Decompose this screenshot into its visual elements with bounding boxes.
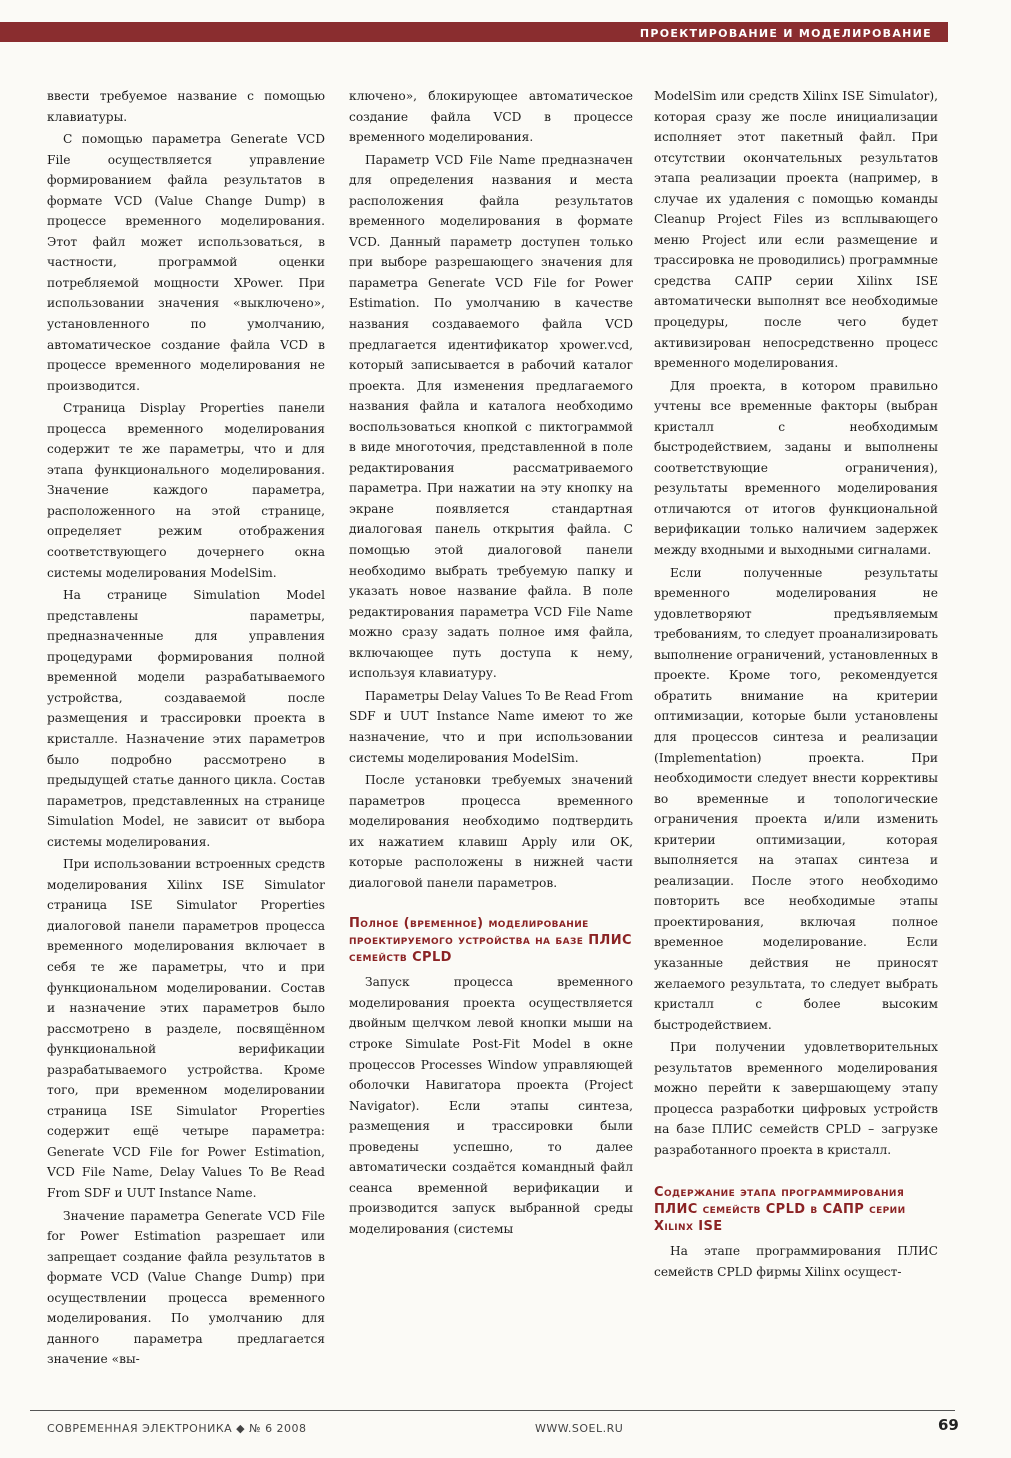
paragraph: Страница Display Properties панели процесса временного моделирования содержит те же параметры, что и для этапа функционального моделирования. Значение каждого параметра, расположенного на этой странице, определяет режим отображения соответствующего дочернего окна системы моделирования ModelSim. xyxy=(47,401,325,580)
paragraph: Параметры Delay Values To Be Read From SDF и UUT Instance Name имеют то же назначение, что и при использовании системы моделирования ModelSim. xyxy=(349,688,633,765)
paragraph: Если полученные результаты временного моделирования не удовлетворяют предъявляемым требованиям, то следует проанализировать выполнение ограничений, установленных в проекте. Кроме того, рекомендуется обратить внимание на критерии оптимизации, которые были установлены для процессов синтеза и реализации (Implementation) проекта. При необходимости следует внести коррективы во временные и топологические ограничения проекта и/или изменить критерии оптимизации, которая выполняется на этапах синтеза и реализации. После этого необходимо повторить все необходимые этапы проектирования, включая полное временное моделирование. Если указанные действия не приносят желаемого результата, то следует выбрать кристалл с более высоким быстродействием. xyxy=(654,565,938,1032)
article-column-3 xyxy=(654,86,938,1283)
section-header-bar xyxy=(0,22,948,42)
paragraph: На странице Simulation Model представлены параметры, предназначенные для управления процедурами формирования полной временной модели разрабатываемого устройства, создаваемой после размещения и трассировки проекта в кристалле. Назначение этих параметров было подробно рассмотрено в предыдущей статье данного цикла. Состав параметров, представленных на странице Simulation Model, не зависит от выбора системы моделирования. xyxy=(47,588,325,849)
paragraph: Параметр VCD File Name предназначен для определения названия и места расположения файла результатов временного моделирования в формате VCD. Данный параметр доступен только при выборе разрешающего значения для параметра Generate VCD File for Power Estimation. По умолчанию в качестве названия создаваемого файла VCD предлагается идентификатор xpower.vcd, который записывается в рабочий каталог проекта. Для изменения предлагаемого названия файла и каталога необходимо воспользоваться кнопкой с пиктограммой в виде многоточия, представленной в поле редактирования рассматриваемого параметра. При нажатии на эту кнопку на экране появляется стандартная диалоговая панель открытия файла. С помощью этой диалоговой панели необходимо выбрать требуемую папку и указать новое название файла. В поле редактирования параметра VCD File Name можно сразу задать полное имя файла, включающее путь доступа к нему, используя клавиатуру. xyxy=(349,152,633,681)
footer-website: WWW.SOEL.RU xyxy=(535,1422,624,1435)
paragraph: Для проекта, в котором правильно учтены все временные факторы (выбран кристалл с необходимым быстродействием, заданы и выполнены соответствующие ограничения), результаты временного моделирования отличаются от итогов функциональной верификации только наличием задержек между входными и выходными сигналами. xyxy=(654,378,938,558)
footer-journal-name: СОВРЕМЕННАЯ ЭЛЕКТРОНИКА ◆ № 6 2008 xyxy=(47,1422,307,1435)
page-number: 69 xyxy=(938,1416,959,1434)
paragraph: При получении удовлетворительных результатов временного моделирования можно перейти к завершающему этапу процесса разработки цифровых устройств на базе ПЛИС семейств CPLD – загрузке разработанного проекта в кристалл. xyxy=(654,1040,938,1157)
section-heading: Полное (временное) моделирование проектируемого устройства на базе ПЛИС семейств CPLD xyxy=(349,916,632,966)
article-column-1 xyxy=(47,86,325,1370)
paragraph: Запуск процесса временного моделирования проекта осуществляется двойным щелчком левой кнопки мыши на строке Simulate Post-Fit Model в окне процессов Processes Window управляющей оболочки Навигатора проекта (Project Navigator). Если этапы синтеза, размещения и трассировки были проведены успешно, то далее автоматически создаётся командный файл сеанса временной верификации и производится запуск выбранной среды моделирования (системы xyxy=(349,975,633,1236)
paragraph: С помощью параметра Generate VCD File осуществляется управление формированием файла результатов в формате VCD (Value Change Dump) в процессе временного моделирования. Этот файл может использоваться, в частности, программой оценки потребляемой мощности XPower. При использовании значения «выключено», установленного по умолчанию, автоматическое создание файла VCD в процессе временного моделирования не производится. xyxy=(47,132,325,393)
section-header-title: ПРОЕКТИРОВАНИЕ И МОДЕЛИРОВАНИЕ xyxy=(639,27,932,40)
footer-divider xyxy=(30,1410,955,1411)
paragraph: ввести требуемое название с помощью клавиатуры. xyxy=(47,89,325,124)
paragraph: ключено», блокирующее автоматическое создание файла VCD в процессе временного моделирования. xyxy=(349,89,633,145)
paragraph: ModelSim или средств Xilinx ISE Simulator), которая сразу же после инициализации исполняет этот пакетный файл. При отсутствии окончательных результатов этапа реализации проекта (например, в случае их удаления с помощью команды Cleanup Project Files из всплывающего меню Project или если размещение и трассировка не проводились) программные средства САПР серии Xilinx ISE автоматически выполнят все необходимые процедуры, после чего будет активизирован непосредственно процесс временного моделирования. xyxy=(654,89,938,371)
section-heading: Содержание этапа программирования ПЛИС семейств CPLD в САПР серии Xilinx ISE xyxy=(654,1185,906,1235)
paragraph: При использовании встроенных средств моделирования Xilinx ISE Simulator страница ISE Simulator Properties диалоговой панели параметров процесса временного моделирования включает в себя те же параметры, что и при функциональном моделировании. Состав и назначение этих параметров было рассмотрено в разделе, посвящённом функциональной верификации разрабатываемого устройства. Кроме того, при временном моделировании страница ISE Simulator Properties содержит ещё четыре параметра: Generate VCD File for Power Estimation, VCD File Name, Delay Values To Be Read From SDF и UUT Instance Name. xyxy=(47,857,325,1200)
article-column-2 xyxy=(349,86,633,1239)
paragraph: На этапе программирования ПЛИС семейств CPLD фирмы Xilinx осущест- xyxy=(654,1244,938,1279)
paragraph: Значение параметра Generate VCD File for Power Estimation разрешает или запрещает создание файла результатов в формате VCD (Value Change Dump) при осуществлении процесса временного моделирования. По умолчанию для данного параметра предлагается значение «вы- xyxy=(47,1208,325,1367)
paragraph: После установки требуемых значений параметров процесса временного моделирования необходимо подтвердить их нажатием клавиш Apply или OK, которые расположены в нижней части диалоговой панели параметров. xyxy=(349,773,633,890)
